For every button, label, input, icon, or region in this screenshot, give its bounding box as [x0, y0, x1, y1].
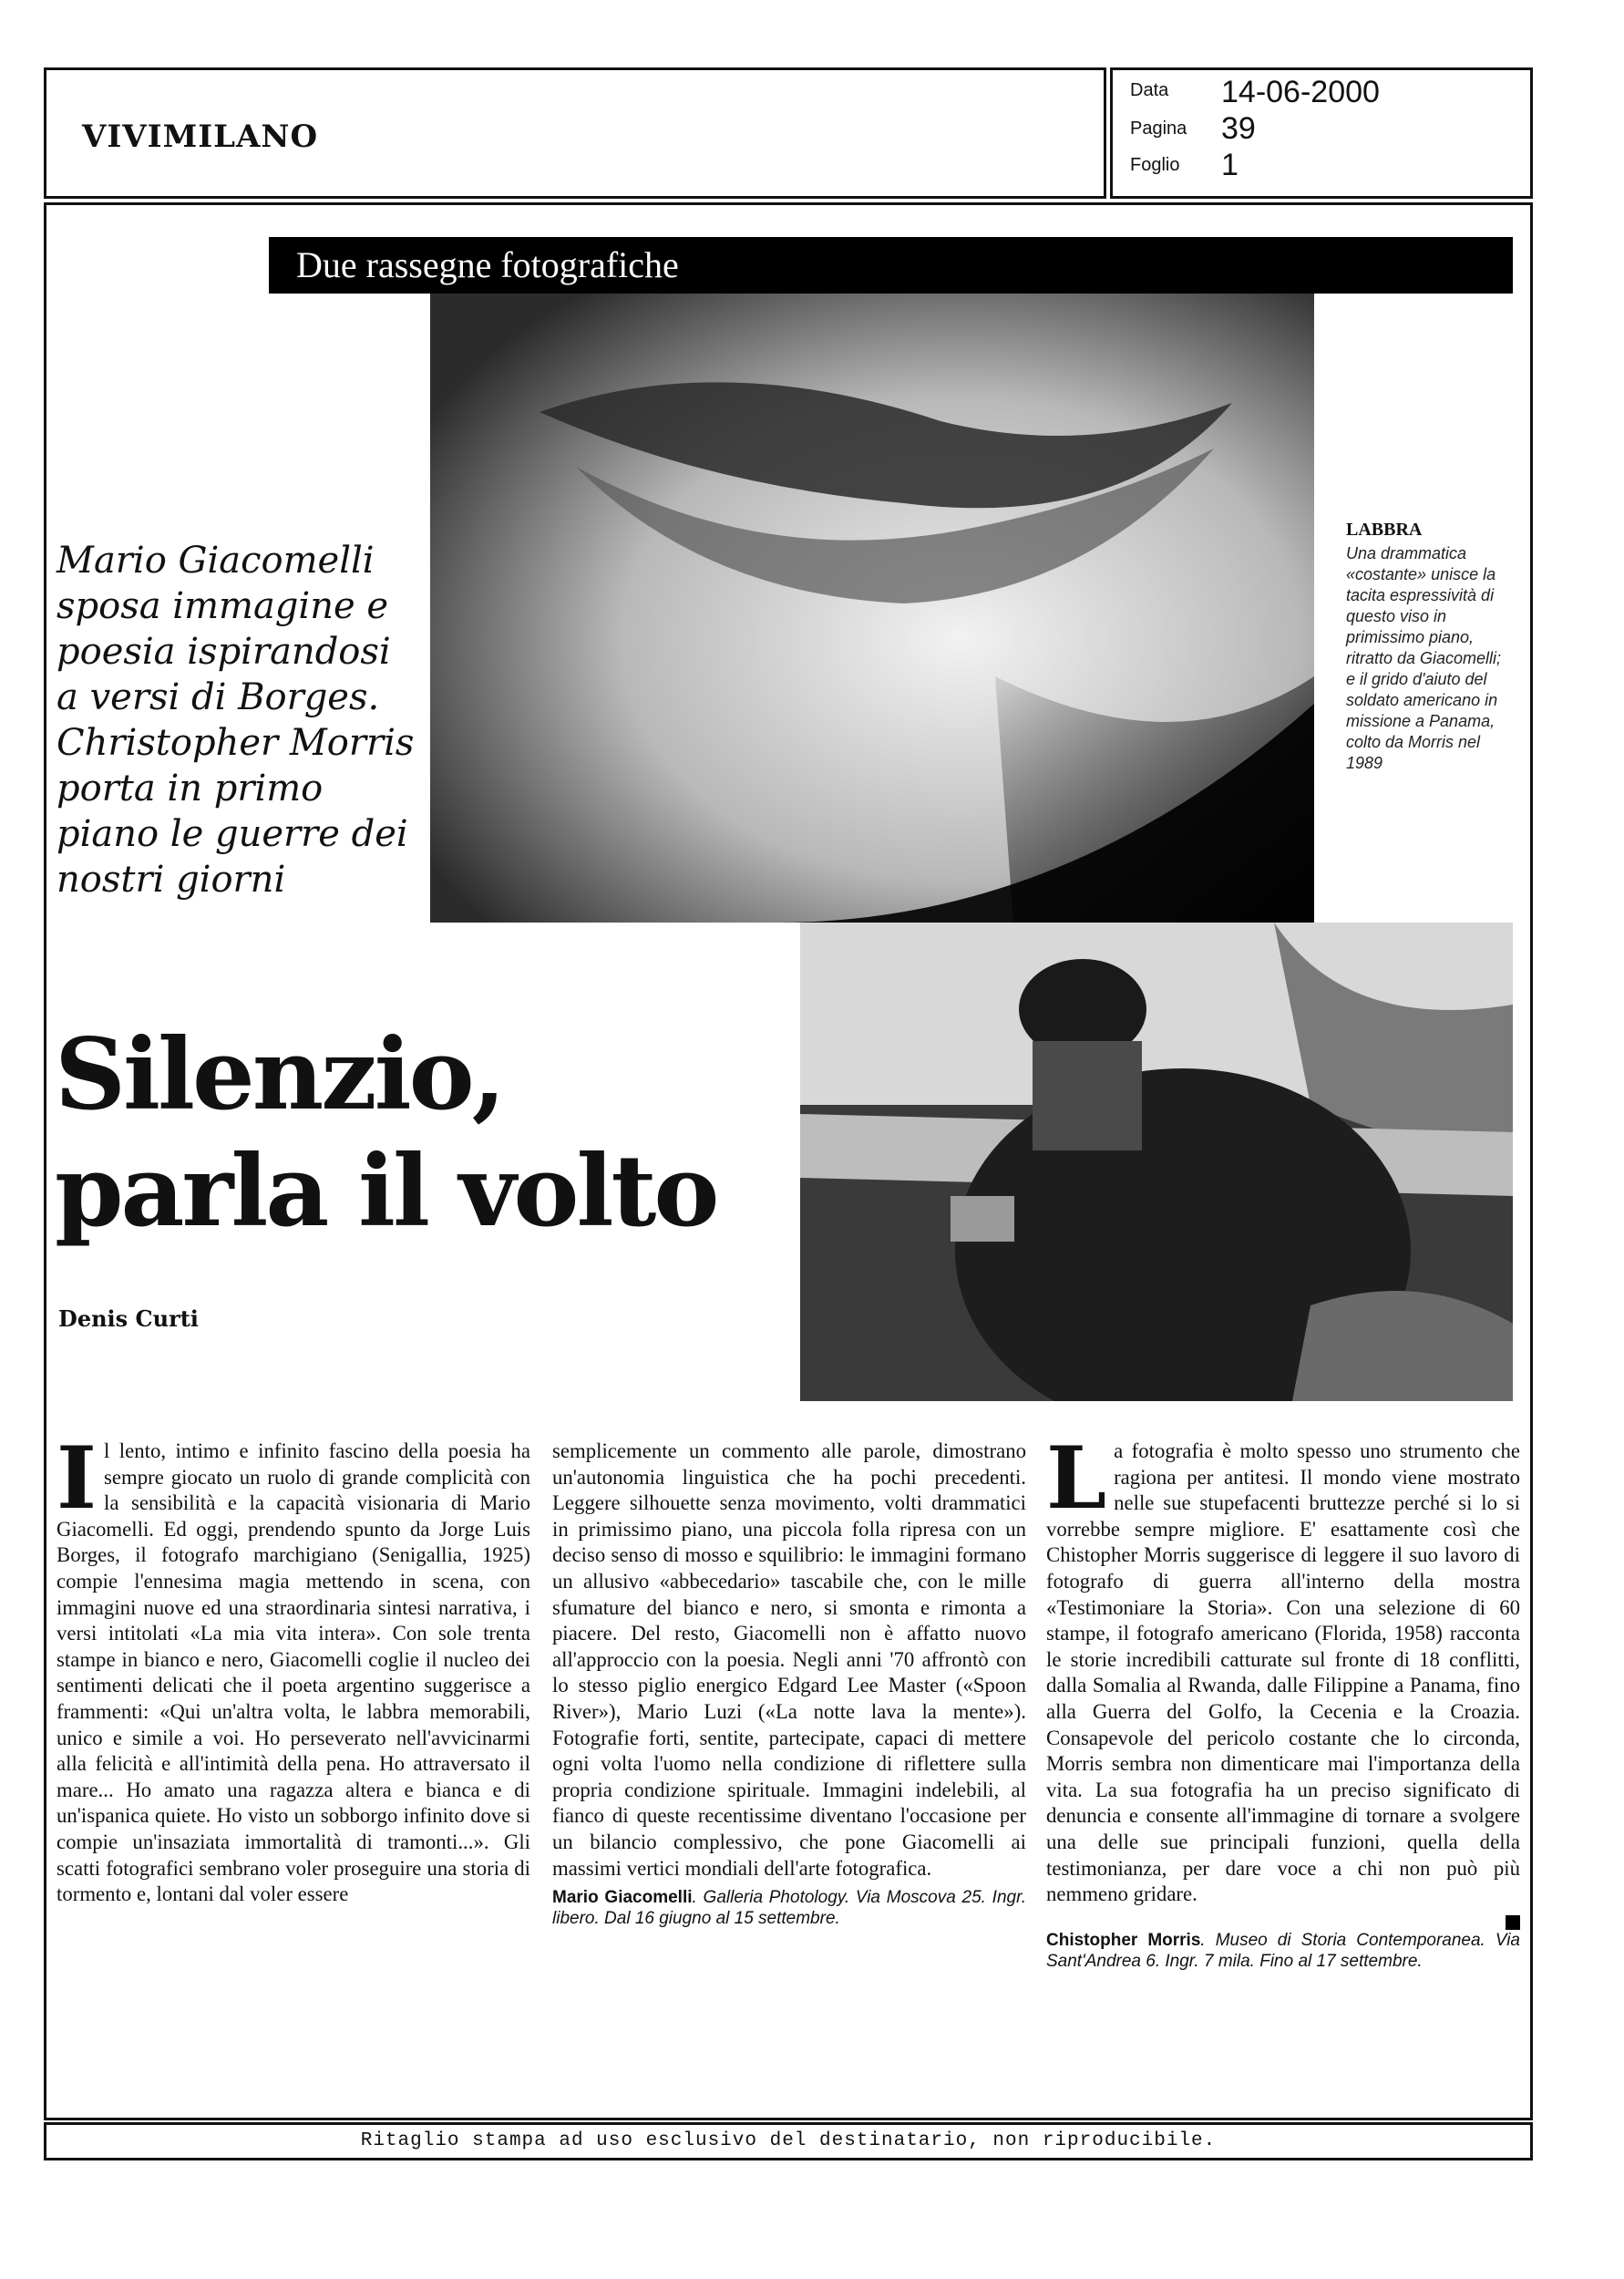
soldier-photo [800, 923, 1513, 1401]
end-mark-icon [1506, 1915, 1520, 1930]
meta-value-data: 14-06-2000 [1221, 75, 1380, 109]
headline [55, 1016, 784, 1250]
article-column-3 [1046, 1428, 1520, 1972]
byline: Denis Curti [58, 1305, 199, 1332]
exhibition-info-morris [1046, 1930, 1520, 1972]
exhibition-name-giacomelli: Mario Giacomelli [552, 1888, 693, 1908]
dropcap-col1: I [57, 1428, 97, 1529]
meta-value-pagina: 39 [1221, 111, 1256, 146]
meta-value-foglio: 1 [1221, 148, 1239, 182]
meta-label-data: Data [1130, 80, 1169, 100]
column-2-text: semplicemente un commento alle parole, dimostrano un'autonomia linguistica che ha pochi precedenti. Leggere silhouette senza movimento, volti drammatici in primissimo piano, una piccola folla ripresa con un deciso senso di mosso e squilibrio: le immagini formano un allusivo «abbecedario» tascabile che, con le mille sfumature del bianco e nero, si smonta e rimonta a piacere. Del resto, Giacomelli non è affatto nuovo all'approccio con la poesia. Negli anni '70 affrontò con lo stesso piglio energico Edgard Lee Master («Spoon River»), Mario Luzi («La notte lava la mente»). Fotografie forti, sentite, partecipate, capaci di mettere ogni volta l'uomo nella condizione di riflettere sulla propria condizione spirituale. Immagini indelebili, al fianco di queste recentissime diventano l'occasione per un bilancio complessivo, che pone Giacomelli ai massimi vertici mondiali dell'arte fotografica. [552, 1439, 1026, 1880]
column-3-text: a fotografia è molto spesso uno strumento che ragiona per antitesi. Il mondo viene mostrato nelle sue stupefacenti bruttezze perché si lo si vorrebbe sempre migliore. E' esattamente così che Chistopher Morris suggerisce di leggere il suo lavoro di fotografo di guerra all'interno della mostra «Testimoniare la Storia». Con una selezione di 60 stampe, il fotografo americano (Florida, 1958) racconta le storie incredibili catturate sul fronte di 18 conflitti, dalla Somalia al Rwanda, dalle Filippine a Panama, fino alla Guerra del Golfo, la Cecenia e la Croazia. Consapevole del pericolo costante che lo circonda, Morris sembra non dimenticare mai l'importanza della vita. La sua fotografia ha un preciso significato di denuncia e consente all'immagine di tornare a svolgere una delle sue principali funzioni, quella della testimonianza, per dare voce a chi non può più nemmeno gridare. [1046, 1439, 1520, 1906]
footer-notice: Ritaglio stampa ad uso esclusivo del destinatario, non riproducibile. [360, 2130, 1217, 2151]
exhibition-info-giacomelli [552, 1887, 1026, 1929]
exhibition-name-morris: Chistopher Morris [1046, 1930, 1201, 1950]
meta-label-pagina: Pagina [1130, 119, 1187, 139]
article-column-1 [57, 1428, 530, 1908]
masthead-logo: VIVIMILANO [82, 119, 319, 155]
lips-photo [430, 294, 1314, 923]
exhibition-details-morris: . Museo di Storia Contemporanea. Via Sant'Andrea 6. Ingr. 7 mila. Fino al 17 settembre. [1046, 1930, 1520, 1971]
exhibition-details-giacomelli: . Galleria Photology. Via Moscova 25. Ingr. libero. Dal 16 giugno al 15 settembre. [552, 1888, 1026, 1929]
dropcap-col3: L [1046, 1428, 1107, 1529]
caption-body: Una drammatica «costante» unisce la tacita espressività di questo viso in primissimo piano, ritratto da Giacomelli; e il grido d'aiuto del soldato americano in missione a Panama, colto da Morris nel 1989 [1346, 544, 1502, 772]
meta-label-foglio: Foglio [1130, 155, 1180, 175]
article-column-2 [552, 1439, 1026, 1929]
sidebar-summary: Mario Giacomelli sposa immagine e poesia ispirandosi a versi di Borges. Christopher Morris porta in primo piano le guerre dei nostri giorni [57, 540, 415, 901]
headline-line-2: parla il volto [55, 1134, 717, 1249]
caption-title: LABBRA [1346, 520, 1423, 540]
column-1-text: l lento, intimo e infinito fascino della poesia ha sempre giocato un ruolo di grande complicità con la sensibilità e la capacità visionaria di Mario Giacomelli. Ed oggi, prendendo spunto da Jorge Luis Borges, il fotografo marchigiano (Senigallia, 1925) compie l'ennesima magia mettendo in scena, con immagini nuove ed una straordinaria sintesi narrativa, i versi intitolati «La mia vita intera». Con sole trenta stampe in bianco e nero, Giacomelli coglie il nucleo dei sentimenti delicati che il poeta argentino suggerisce a frammenti: «Qui un'altra volta, le labbra memorabili, unico e simile a voi. Ho perseverato nell'avvicinarmi alla felicità e all'intimità della pena. Ho attraversato il mare... Ho amato una ragazza altera e bianca e di un'ispanica quiete. Ho visto un sobborgo infinito dove si compie un'insaziata immortalità di tramonti...». Gli scatti fotografici sembrano voler proseguire una storia di tormento e, lontani dal voler essere [57, 1439, 530, 1906]
headline-line-1: Silenzio, [55, 1017, 504, 1132]
kicker-banner: Due rassegne fotografiche [269, 237, 1513, 294]
